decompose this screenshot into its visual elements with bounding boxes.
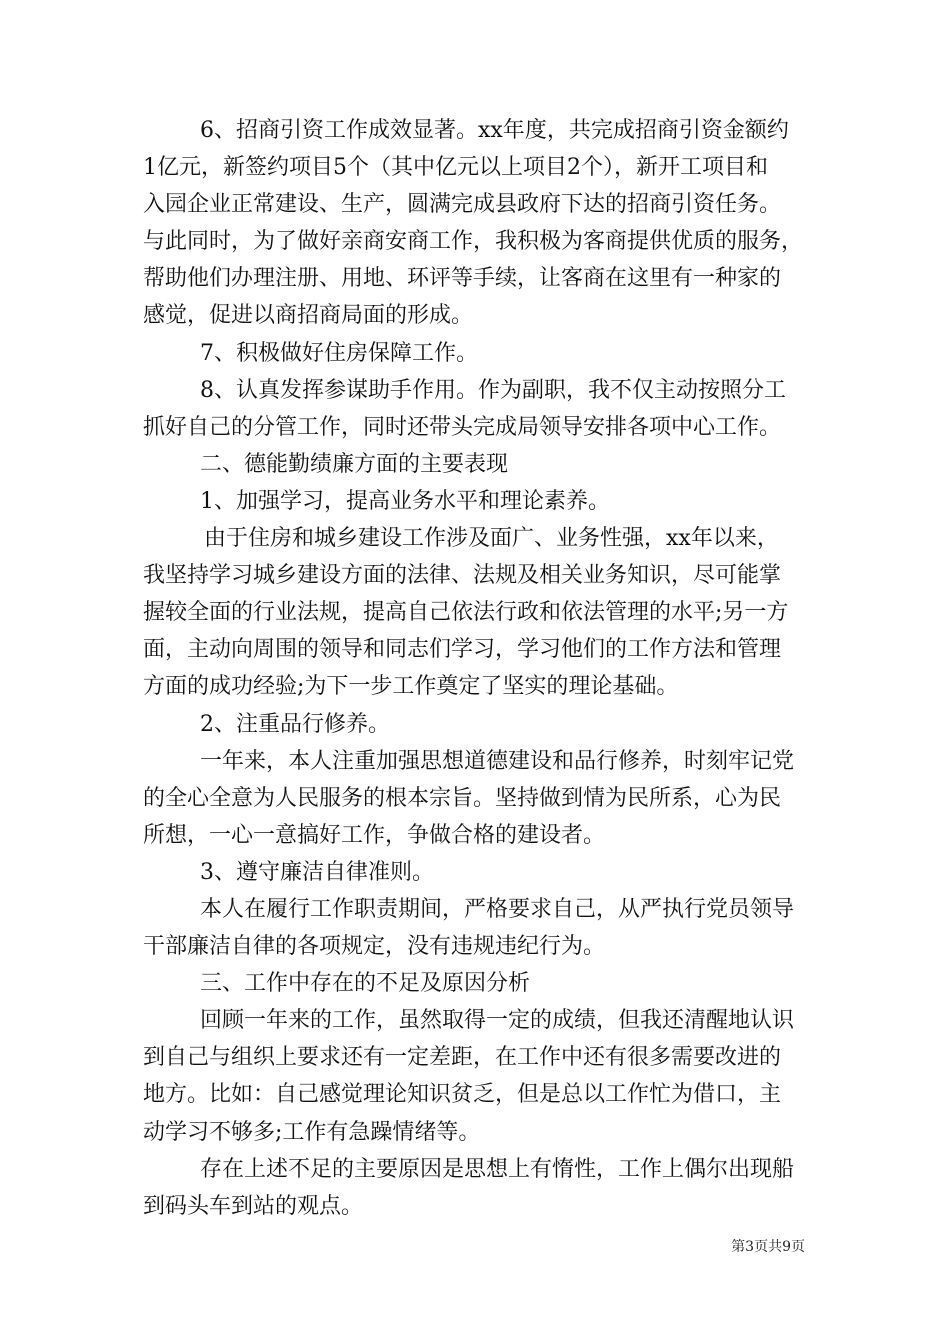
text-line: 地方。比如：自己感觉理论知识贫乏，但是总以工作忙为借口，主 [143, 1082, 782, 1108]
text-line: 面，主动向周围的领导和同志们学习，学习他们的工作方法和管理 [143, 637, 782, 663]
text-line: 所想，一心一意搞好工作，争做合格的建设者。 [143, 822, 606, 848]
text-line: 动学习不够多;工作有急躁情绪等。 [143, 1119, 481, 1145]
document-body [143, 112, 813, 1225]
text-line: 入园企业正常建设、生产，圆满完成县政府下达的招商引资任务。 [143, 192, 782, 218]
section-heading: 三、工作中存在的不足及原因分析 [200, 971, 531, 997]
text-line: 干部廉洁自律的各项规定，没有违规违纪行为。 [143, 934, 606, 960]
section-heading: 二、德能勤绩廉方面的主要表现 [200, 451, 509, 477]
text-line: 我坚持学习城乡建设方面的法律、法规及相关业务知识，尽可能掌 [143, 563, 782, 589]
text-line: 的全心全意为人民服务的根本宗旨。坚持做到情为民所系，心为民 [143, 785, 782, 811]
text-line: 握较全面的行业法规，提高自己依法行政和依法管理的水平;另一方 [143, 600, 789, 626]
text-line: 8、认真发挥参谋助手作用。作为副职，我不仅主动按照分工 [200, 377, 786, 403]
page-indicator: 第3页共9页 [731, 1239, 805, 1255]
text-line: 与此同时，为了做好亲商安商工作，我积极为客商提供优质的服务， [143, 229, 804, 255]
text-line: 到自己与组织上要求还有一定差距，在工作中还有很多需要改进的 [143, 1045, 782, 1071]
text-line: 一年来，本人注重加强思想道德建设和品行修养，时刻牢记党 [200, 748, 795, 774]
text-line: 帮助他们办理注册、用地、环评等手续，让客商在这里有一种家的 [143, 266, 782, 292]
text-line: 方面的成功经验;为下一步工作奠定了坚实的理论基础。 [143, 674, 679, 700]
text-line: 到码头车到站的观点。 [143, 1193, 364, 1219]
text-line: 抓好自己的分管工作，同时还带头完成局领导安排各项中心工作。 [143, 414, 782, 440]
text-line: 回顾一年来的工作，虽然取得一定的成绩，但我还清醒地认识 [200, 1008, 795, 1034]
text-line: 6、招商引资工作成效显著。xx年度，共完成招商引资金额约 [200, 118, 789, 143]
text-line: 感觉，促进以商招商局面的形成。 [143, 303, 474, 329]
text-line: 7、积极做好住房保障工作。 [200, 340, 478, 366]
text-line: 本人在履行工作职责期间，严格要求自己，从严执行党员领导 [200, 896, 795, 922]
text-line: 1亿元，新签约项目5个（其中亿元以上项目2个），新开工项目和 [143, 155, 768, 181]
subsection-heading: 2、注重品行修养。 [200, 711, 390, 737]
subsection-heading: 3、遵守廉洁自律准则。 [200, 859, 434, 885]
subsection-heading: 1、加强学习，提高业务水平和理论素养。 [200, 488, 610, 514]
text-line: 由于住房和城乡建设工作涉及面广、业务性强，xx年以来， [204, 526, 779, 552]
text-line: 存在上述不足的主要原因是思想上有惰性，工作上偶尔出现船 [200, 1156, 795, 1182]
